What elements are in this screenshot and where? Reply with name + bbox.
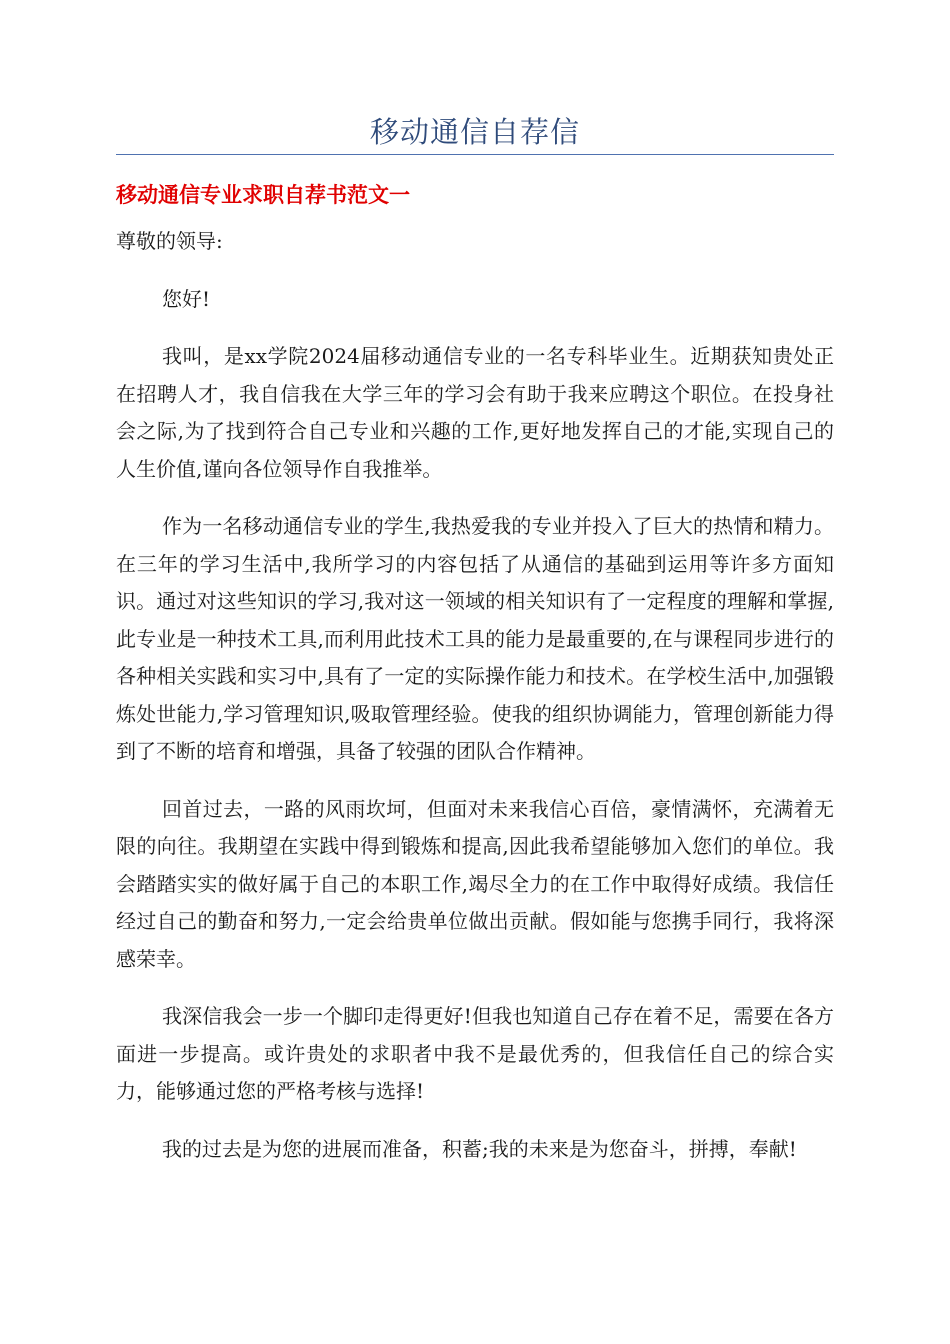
paragraph-intro: 我叫，是xx学院2024届移动通信专业的一名专科毕业生。近期获知贵处正在招聘人才，我自信我在大学三年的学习会有助于我来应聘这个职位。在投身社会之际,为了找到符合自己专业和兴趣的工作,更好地发挥自己的才能,实现自己的人生价值,谨向各位领导作自我推举。: [116, 344, 834, 481]
paragraph-confidence: 我深信我会一步一个脚印走得更好!但我也知道自己存在着不足，需要在各方面进一步提高。或许贵处的求职者中我不是最优秀的，但我信任自己的综合实力，能够通过您的严格考核与选择!: [116, 1004, 834, 1103]
title-divider: [116, 154, 834, 155]
document-title: 移动通信自荐信: [369, 115, 580, 149]
section-heading: 移动通信专业求职自荐书范文一: [116, 183, 410, 207]
paragraph-future: 回首过去，一路的风雨坎坷，但面对未来我信心百倍，豪情满怀，充满着无限的向往。我期望在实践中得到锻炼和提高,因此我希望能够加入您们的单位。我会踏踏实实的做好属于自己的本职工作,竭尽全力的在工作中取得好成绩。我信任经过自己的勤奋和努力,一定会给贵单位做出贡献。假如能与您携手同行，我将深感荣幸。: [116, 796, 834, 971]
letter-body: [116, 223, 834, 1188]
greeting: 您好!: [162, 286, 211, 311]
paragraph-study: 作为一名移动通信专业的学生,我热爱我的专业并投入了巨大的热情和精力。在三年的学习生活中,我所学习的内容包括了从通信的基础到运用等许多方面知识。通过对这些知识的学习,我对这一领域的相关知识有了一定程度的理解和掌握,此专业是一种技术工具,而利用此技术工具的能力是最重要的,在与课程同步进行的各种相关实践和实习中,具有了一定的实际操作能力和技术。在学校生活中,加强锻炼处世能力,学习管理知识,吸取管理经验。使我的组织协调能力，管理创新能力得到了不断的培育和增强，具备了较强的团队合作精神。: [116, 514, 834, 763]
paragraph-closing: 我的过去是为您的进展而准备，积蓄;我的未来是为您奋斗，拼搏，奉献!: [162, 1136, 797, 1161]
salutation: 尊敬的领导:: [116, 229, 223, 253]
